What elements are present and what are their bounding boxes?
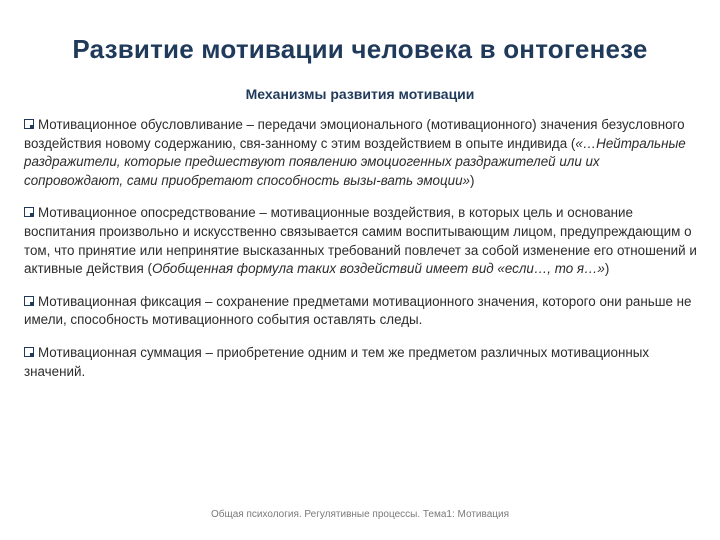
list-item <box>24 344 700 381</box>
item-tail: ) <box>604 261 610 277</box>
list-item <box>24 293 700 330</box>
item-tail: ) <box>469 172 475 188</box>
slide-footer: Общая психология. Регулятивные процессы. Тема1: Мотивация <box>211 509 509 520</box>
item-text: Мотивационная суммация – приобретение одним и тем же предметом различных мотивационных значений. <box>24 344 650 379</box>
item-italic-quote: «…Нейтральные раздражители, которые предшествуют появлению эмоциогенных раздражителей или их сопровождают, сами приобретают способность вызы-вать эмоции» <box>24 135 686 188</box>
item-italic-quote: Обобщенная формула таких воздействий имеет вид «если…, то я…» <box>151 261 605 277</box>
item-text: Мотивационное обусловливание – передачи эмоционального (мотивационного) значения безусловного воздействия новому содержанию, свя-занному с этим воздействием в опыте индивида ( <box>24 117 685 151</box>
item-text: Мотивационное опосредствование – мотивационные воздействия, в которых цель и основание воспитания произвольно и искусственно связывается самим воспитывающим лицом, предупреждающим о том, что принятие или непринятие высказанных требований повлечет за собой изменение его отношений и активные действия ( <box>24 205 697 277</box>
item-text: Мотивационная фиксация – сохранение предметами мотивационного значения, которого они раньше не имели, способность мотивационного события оставлять следы. <box>24 293 692 328</box>
checkbox-bullet-icon <box>24 347 34 357</box>
bullet-list <box>24 116 700 395</box>
page-title: Развитие мотивации человека в онтогенезе <box>72 34 648 64</box>
section-subtitle: Механизмы развития мотивации <box>245 86 475 102</box>
checkbox-bullet-icon <box>24 296 34 306</box>
list-item <box>24 204 700 278</box>
checkbox-bullet-icon <box>24 119 34 129</box>
list-item <box>24 116 700 190</box>
checkbox-bullet-icon <box>24 207 34 217</box>
